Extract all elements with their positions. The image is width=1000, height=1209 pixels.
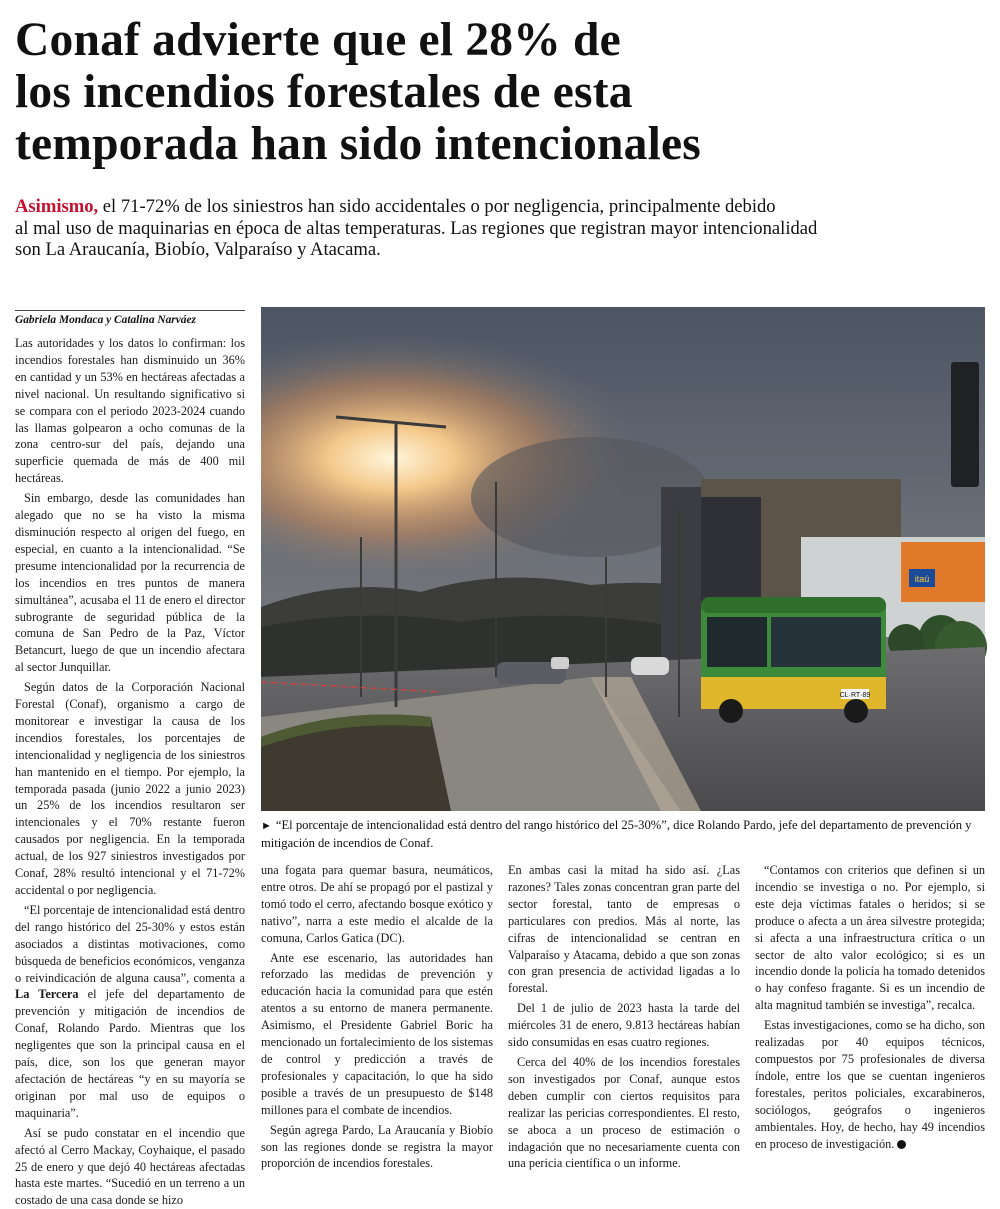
article-column-2: [261, 862, 493, 1171]
caption-arrow-icon: ►: [261, 820, 272, 832]
headline-line-2: los incendios forestales de esta: [15, 66, 633, 118]
paragraph-text: el jefe del departamento de prevención y mitigación de incendios de Conaf, Rolando Pardo. Mientras que los negligentes que son la principal causa en el país, dice, son los que generan mayor afectación de hectáreas “y en su mayoría se originan por mal uso de equipos o maquinaria”.: [15, 987, 245, 1120]
paragraph: [755, 1017, 985, 1152]
article-column-4: [755, 862, 985, 1162]
paragraph-text: Estas investigaciones, como se ha dicho, son realizadas por 40 equipos técnicos, compuestos por 75 profesionales de diversa índole, entre los que se cuentan ingenieros forestales, peritos policiales, excarabineros, sociólogos, geógrafos o ingenieros ambientales. Hoy, de hecho, hay 49 incendios en proceso de investigación.: [755, 1018, 985, 1151]
street-scene-image: [261, 307, 985, 811]
article-photo: [261, 307, 985, 811]
paragraph: una fogata para quemar basura, neumáticos, entre otros. De ahí se propagó por el pastizal y tomó todo el cerro, afectando bosque exótico y nativo”, narra a este medio el alcalde de la comuna, Carlos Gatica (DC).: [261, 863, 493, 945]
paragraph: Las autoridades y los datos lo confirman: los incendios forestales han disminuido un 36% en cantidad y un 53% en hectáreas afectadas a nivel nacional. Un resultando significativo si se compara con el periodo 2023-2024 cuando las llamas golpearon a ocho comunas de la zona centro-sur del país, dejando una superficie quemada de más de 400 mil hectáreas.: [15, 336, 245, 486]
photo-caption: [261, 817, 985, 852]
dek-line-3: son La Araucanía, Biobío, Valparaíso y Atacama.: [15, 239, 381, 260]
paragraph: Ante ese escenario, las autoridades han reforzado las medidas de prevención y educación hacia la comunidad para que estén atentos a su entorno de manera permanente. Asimismo, el Presidente Gabriel Boric ha mencionado un fortalecimiento de los sistemas de control y predicción a través de profesionales y capacitación, lo que ha sido posible a través de un presupuesto de $148 millones para el combate de incendios.: [261, 950, 493, 1117]
end-of-article-icon: [897, 1140, 906, 1149]
paragraph: Del 1 de julio de 2023 hasta la tarde del miércoles 31 de enero, 9.813 hectáreas habían sido consumidas en esas cuatro regiones.: [508, 1001, 740, 1050]
paragraph: Cerca del 40% de los incendios forestales son investigados por Conaf, aunque estos deben cumplir con ciertos requisitos para realizar las pericias correspondientes. El resto, se aboca a un proceso de estimación o indagación que no necesariamente cuenta con una pericia científica o un informe.: [508, 1054, 740, 1171]
paragraph: En ambas casi la mitad ha sido así. ¿Las razones? Tales zonas concentran gran parte del sector forestal, tanto de empresas o particulares con predios. Más al norte, las cifras de intencionalidad se centran en Valparaíso y Atacama, debido a que son zonas con gran presencia de actividad ligadas a lo forestal.: [508, 863, 740, 996]
headline: [15, 14, 985, 170]
article-column-3: [508, 862, 740, 1171]
dek-line-2: al mal uso de maquinarias en época de altas temperaturas. Las regiones que registran mayor intencionalidad: [15, 217, 818, 239]
article-column-1: [15, 335, 245, 1208]
bank-sign-text: itaú: [914, 574, 930, 584]
newspaper-name: La Tercera: [15, 987, 79, 1002]
headline-line-1: Conaf advierte que el 28% de: [15, 14, 621, 66]
paragraph-text: “El porcentaje de intencionalidad está dentro del rango histórico del 25-30% y estos están asociados a distintas motivaciones, como búsqueda de beneficios económicos, venganza o reivindicación de alguna causa”, comenta a: [15, 902, 245, 985]
paragraph: Según datos de la Corporación Nacional Forestal (Conaf), organismo a cargo de monitorear e investigar la causa de los incendios forestales, los porcentajes de intencionalidad y negligencia de los siniestros han mantenido en el tiempo. Por ejemplo, la temporada pasada (junio 2022 a junio 2023) un 25% de los incendios resultaron ser intencionales y el 70% restante fueron causados por negligencia. En la temporada actual, de los 927 siniestros investigados por Conaf, 28% resultó intencional y el 71-72% accidental o por negligencia.: [15, 680, 245, 897]
paragraph: [15, 902, 245, 1122]
paragraph: “Contamos con criterios que definen si un incendio se investiga o no. Por ejemplo, si este deja víctimas fatales o heridos; si se produce o afecta a un área silvestre protegida; si afecta a una infraestructura crítica o un sector de alto valor ecológico; si es un incendio donde la policía ha tomado detenidos o hay confeso fragante. Si es un incendio de alta magnitud también se investiga”, recalca.: [755, 863, 985, 1013]
dek: [15, 196, 965, 261]
headline-line-3: temporada han sido intencionales: [15, 118, 701, 170]
caption-text: “El porcentaje de intencionalidad está dentro del rango histórico del 25-30%”, dice Rolando Pardo, jefe del departamento de prevención y mitigación de incendios de Conaf.: [261, 818, 972, 850]
dek-lead: Asimismo,: [15, 196, 99, 217]
dek-line-1: [15, 196, 965, 218]
bus-plate-text: CL·RT·89: [839, 692, 871, 699]
paragraph: Así se pudo constatar en el incendio que afectó al Cerro Mackay, Coyhaique, el pasado 25 de enero y que dejó 40 hectáreas afectadas hasta este martes. “Sucedió en un terreno a un costado de una casa donde se hizo: [15, 1125, 245, 1208]
paragraph: Sin embargo, desde las comunidades han alegado que no se ha visto la misma disminución respecto al origen del fuego, en especial, en cuanto a la intencionalidad. “Se presume intencionalidad por la recurrencia de los incendios en tres puntos de manera simultánea”, acusaba el 11 de enero el director subrogrante de seguridad pública de la comuna de San Pedro de la Paz, Víctor Betancurt, luego de que un incendio afectara al sector Junquillar.: [15, 491, 245, 675]
paragraph: Según agrega Pardo, La Araucanía y Biobío son las regiones donde se registra la mayor proporción de incendios forestales.: [261, 1122, 493, 1171]
dek-line-1-text: el 71-72% de los siniestros han sido accidentales o por negligencia, principalmente debido: [98, 196, 776, 217]
byline: Gabriela Mondaca y Catalina Narváez: [15, 310, 245, 326]
